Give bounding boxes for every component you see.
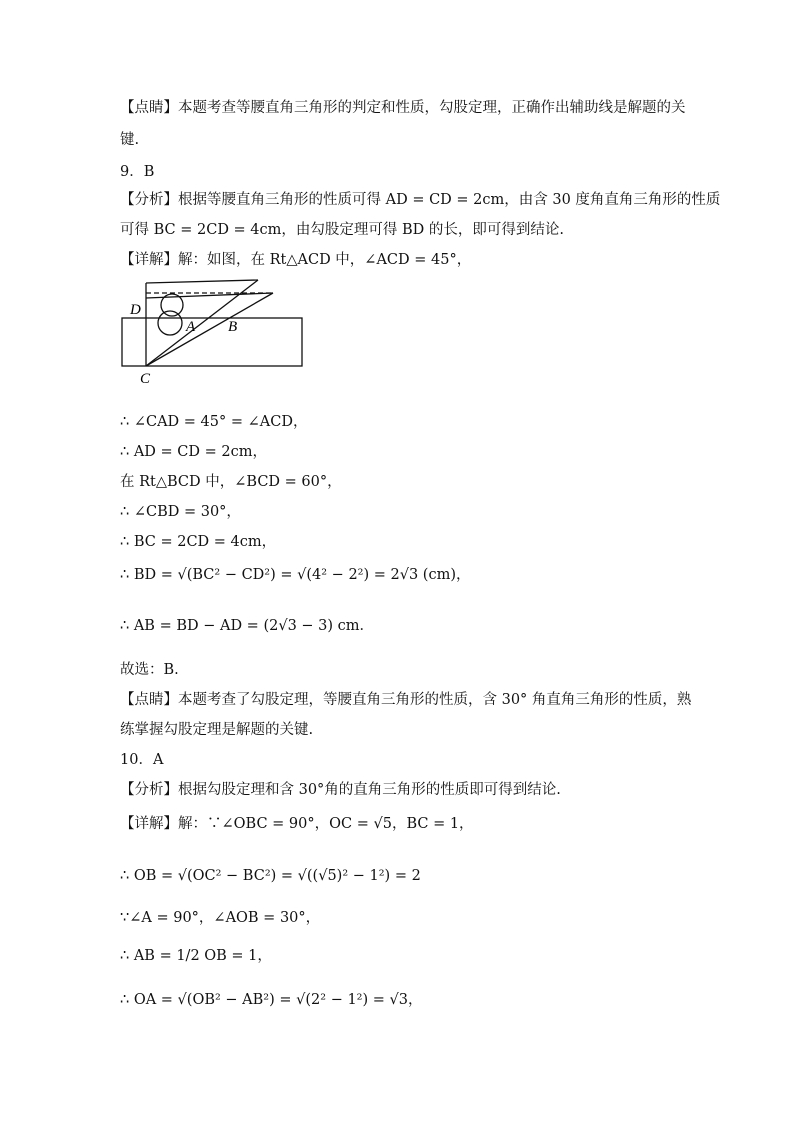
analysis-10: 【分析】根据勾股定理和含 30°角的直角三角形的性质即可得到结论.: [120, 782, 561, 798]
step-10-3: ∴ AB = 1/2 OB = 1，: [120, 948, 272, 964]
answer-10: 10．A: [120, 752, 164, 768]
step-1: ∴ ∠CAD = 45° = ∠ACD，: [120, 414, 308, 430]
solution-10-intro: 【详解】解：∵∠OBC = 90°，OC = √5，BC = 1，: [120, 816, 474, 832]
step-5: ∴ BC = 2CD = 4cm，: [120, 534, 277, 550]
comment-9-line-2: 练掌握勾股定理是解题的关键.: [120, 722, 314, 738]
comment-line-2: 键.: [120, 132, 140, 148]
step-7: ∴ AB = BD − AD = (2√3 − 3) cm．: [120, 618, 375, 634]
label-c: C: [140, 371, 151, 386]
step-10-1: ∴ OB = √(OC² − BC²) = √((√5)² − 1²) = 2: [120, 868, 421, 884]
step-10-2: ∵∠A = 90°，∠AOB = 30°，: [120, 910, 321, 926]
step-4: ∴ ∠CBD = 30°，: [120, 504, 241, 520]
comment-9-line-1: 【点睛】本题考查了勾股定理，等腰直角三角形的性质，含 30° 角直角三角形的性质，熟: [120, 692, 692, 708]
triangle-top-1: [146, 280, 258, 283]
step-3: 在 Rt△BCD 中，∠BCD = 60°，: [120, 474, 342, 490]
analysis-9-line-2: 可得 BC = 2CD = 4cm，由勾股定理可得 BD 的长，即可得到结论.: [120, 222, 565, 238]
step-2: ∴ AD = CD = 2cm，: [120, 444, 267, 460]
answer-9: 9．B: [120, 164, 155, 180]
label-d: D: [130, 302, 141, 318]
label-b: B: [228, 319, 238, 335]
comment-line-1: 【点睛】本题考查等腰直角三角形的判定和性质，勾股定理，正确作出辅助线是解题的关: [120, 100, 686, 116]
triangle-hyp-2: [146, 293, 273, 366]
step-6: ∴ BD = √(BC² − CD²) = √(4² − 2²) = 2√3 (cm)，: [120, 567, 471, 583]
circle-lower: [158, 311, 182, 335]
rectangle: [122, 318, 302, 366]
analysis-9-line-1: 【分析】根据等腰直角三角形的性质可得 AD = CD = 2cm，由含 30 度角直角三角形的性质: [120, 192, 721, 208]
step-10-4: ∴ OA = √(OB² − AB²) = √(2² − 1²) = √3，: [120, 992, 423, 1008]
geometry-figure: [118, 276, 308, 386]
label-a: A: [186, 319, 196, 335]
choice-9: 故选：B.: [120, 662, 179, 678]
solution-9-intro: 【详解】解：如图，在 Rt△ACD 中，∠ACD = 45°，: [120, 252, 472, 268]
